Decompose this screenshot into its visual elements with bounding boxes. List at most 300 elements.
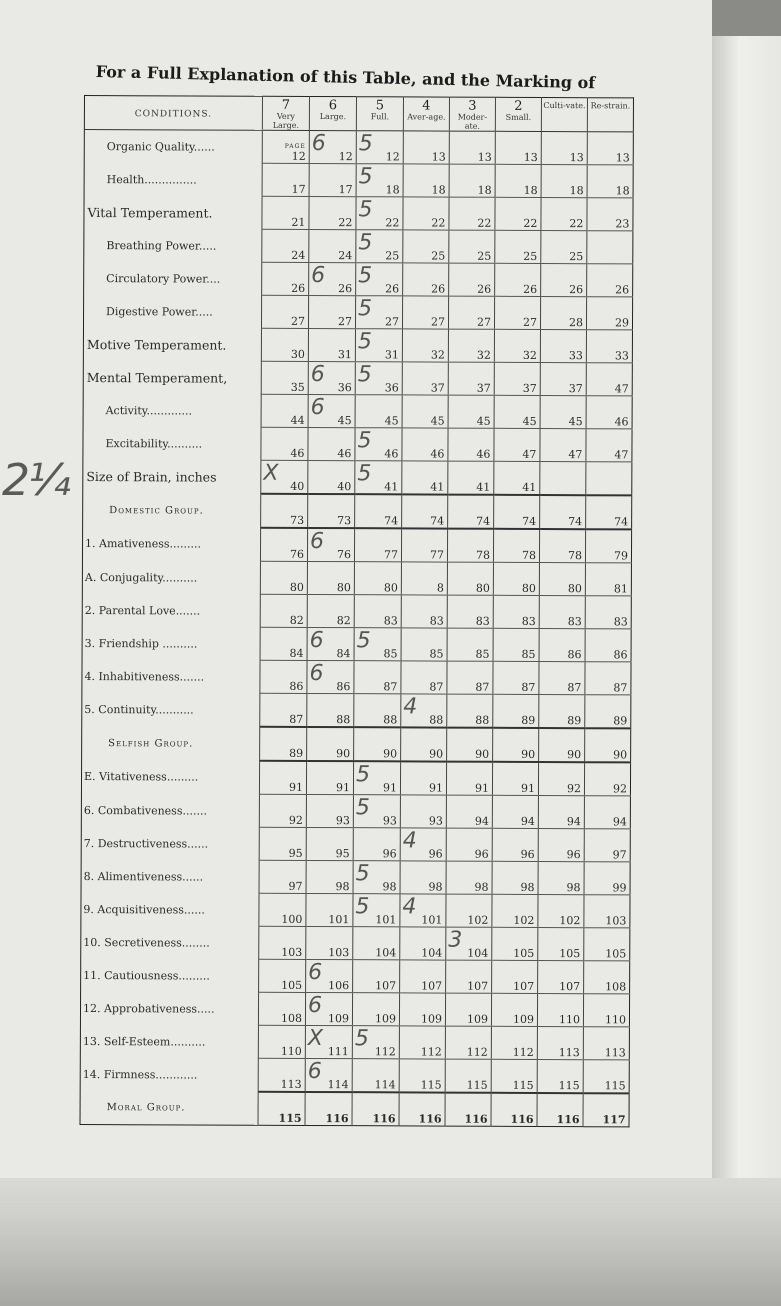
page-number: 116	[464, 1112, 488, 1126]
page-number: 25	[523, 249, 538, 263]
header-number: 4	[422, 98, 431, 114]
row-label: Breathing Power.....	[106, 238, 217, 253]
page-number: 79	[613, 549, 629, 563]
page-number: 13	[615, 151, 630, 165]
page-number: 47	[568, 448, 583, 462]
page-number: 83	[383, 614, 398, 628]
page-number: 22	[431, 216, 446, 230]
value-cell	[583, 994, 629, 1027]
value-cell	[261, 394, 308, 427]
value-cell	[537, 1059, 583, 1093]
table-row	[84, 262, 633, 297]
handwritten-mark: 6	[307, 1058, 322, 1085]
value-cell	[537, 1026, 583, 1059]
value-cell	[491, 1059, 537, 1093]
page-number: 98	[335, 880, 350, 894]
table-row	[83, 493, 632, 529]
value-cell	[262, 163, 309, 196]
page-number: 93	[335, 814, 350, 828]
page-number: 92	[612, 782, 628, 796]
header-label: Aver-age.	[407, 112, 446, 122]
page-number: 90	[475, 747, 490, 761]
value-cell	[540, 296, 586, 329]
page-number: 86	[289, 679, 304, 693]
page-number: 110	[604, 1013, 626, 1027]
value-cell	[401, 661, 447, 694]
page-number: 86	[613, 648, 628, 662]
page-number: 104	[467, 946, 489, 960]
page-number: 116	[556, 1113, 580, 1127]
value-cell	[495, 263, 541, 296]
row-label: Motive Temperament.	[86, 336, 227, 353]
row-label: Selfish Group.	[108, 737, 194, 749]
page-number: 26	[523, 282, 538, 296]
page-number: 116	[325, 1112, 349, 1126]
value-cell	[308, 394, 355, 427]
page-number: 80	[336, 581, 351, 595]
value-cell	[495, 131, 541, 164]
value-cell	[537, 993, 583, 1026]
page-number: 104	[421, 946, 443, 960]
row-label: 9. Acquisitiveness......	[83, 902, 205, 917]
header-column-7	[541, 97, 587, 131]
page-number: 18	[523, 183, 538, 197]
page-number: 78	[567, 549, 583, 563]
value-cell	[400, 861, 446, 894]
page-number: 27	[290, 314, 306, 328]
handwritten-mark: 5	[358, 197, 373, 223]
handwritten-mark: 5	[358, 230, 373, 256]
value-cell	[448, 461, 494, 495]
value-cell	[307, 528, 354, 562]
page-number: 41	[476, 480, 491, 494]
page-number: 25	[431, 249, 446, 263]
page-number: 95	[335, 847, 350, 861]
value-cell	[493, 562, 539, 595]
value-cell	[259, 860, 306, 893]
page-number: 77	[383, 548, 399, 562]
header-conditions	[84, 96, 262, 131]
value-cell	[354, 727, 401, 761]
value-cell	[403, 131, 449, 164]
page-number: 18	[477, 183, 492, 197]
page-number: 46	[614, 415, 629, 429]
value-cell	[538, 795, 584, 828]
value-cell	[585, 695, 631, 729]
page-number: 113	[280, 1077, 302, 1091]
row-label: Health...............	[106, 172, 197, 186]
value-cell	[448, 395, 494, 428]
header-label: Very Large.	[272, 111, 300, 130]
value-cell	[492, 960, 538, 993]
page-number: 28	[568, 316, 584, 330]
value-cell	[399, 993, 445, 1026]
page-number: 101	[421, 913, 443, 927]
value-cell	[400, 927, 446, 960]
page-number: 96	[428, 847, 443, 861]
value-cell	[495, 230, 541, 263]
value-cell	[259, 827, 306, 860]
value-cell	[583, 1027, 629, 1060]
page-number: 114	[327, 1078, 349, 1092]
value-cell	[262, 262, 309, 295]
page-number: 95	[288, 846, 303, 860]
page-number: 22	[523, 216, 538, 230]
value-cell	[262, 229, 309, 262]
value-cell	[262, 130, 309, 163]
page-number: 90	[567, 748, 582, 762]
value-cell	[447, 728, 493, 762]
value-cell	[446, 894, 492, 927]
page-number: 107	[467, 979, 489, 993]
value-cell	[308, 427, 355, 460]
table-row	[83, 393, 632, 428]
value-cell	[586, 297, 632, 330]
table-row	[81, 760, 630, 796]
value-cell	[539, 661, 585, 694]
value-cell	[308, 361, 355, 394]
table-row	[83, 327, 632, 362]
header-label: Full.	[370, 112, 390, 122]
value-cell	[260, 561, 307, 594]
header-column-3	[356, 97, 403, 131]
value-cell	[307, 693, 354, 727]
handwritten-mark: 5	[358, 263, 373, 289]
table-row	[83, 426, 632, 461]
header-number: 6	[328, 98, 338, 114]
page-number: 41	[430, 480, 445, 494]
handwritten-mark: 5	[357, 428, 372, 454]
value-cell	[494, 296, 540, 329]
page-number: 47	[522, 447, 537, 461]
page-number: 116	[372, 1112, 396, 1126]
page-number: 76	[336, 548, 352, 562]
table-row	[83, 295, 632, 330]
page-number: 96	[566, 848, 581, 862]
handwritten-mark: 5	[355, 861, 370, 887]
table-row	[83, 360, 632, 395]
value-cell	[262, 196, 309, 229]
page-number: 27	[522, 315, 538, 329]
header-column-4	[403, 97, 449, 131]
page-number: 86	[567, 648, 582, 662]
page-number: 77	[429, 548, 445, 562]
page-number: 89	[567, 714, 582, 728]
page-number: 33	[614, 349, 629, 363]
table-row	[82, 593, 631, 628]
page-number: 25	[385, 249, 400, 263]
page-number: 113	[558, 1046, 580, 1060]
page-number: 44	[290, 413, 305, 427]
page-number: 96	[382, 847, 397, 861]
handwritten-mark: 6	[309, 528, 325, 555]
value-cell	[309, 163, 356, 196]
page-number: 114	[374, 1078, 396, 1092]
value-cell	[261, 295, 308, 328]
value-cell	[584, 928, 630, 961]
page-number: 110	[280, 1044, 302, 1058]
value-cell	[537, 1093, 583, 1127]
value-cell	[354, 562, 401, 595]
header-number: 5	[375, 98, 385, 114]
page-number: 91	[382, 781, 398, 795]
value-cell	[305, 1025, 352, 1058]
page-number: 76	[289, 547, 305, 561]
page-number: 88	[429, 713, 444, 727]
page-number: 90	[521, 747, 536, 761]
value-cell	[401, 694, 447, 728]
value-cell	[492, 762, 538, 796]
handwritten-mark: 5	[355, 762, 371, 788]
page-number: 22	[569, 217, 584, 231]
handwritten-side-note: 2¼	[2, 455, 69, 506]
value-cell	[352, 1026, 399, 1059]
page-number: 91	[288, 780, 304, 794]
value-cell	[261, 494, 308, 528]
value-cell	[539, 728, 585, 762]
value-cell	[585, 529, 631, 563]
header-label: Moder-ate.	[457, 112, 488, 131]
page-number: 112	[420, 1045, 442, 1059]
row-label: Organic Quality......	[106, 139, 215, 154]
page-number: 27	[384, 315, 400, 329]
value-cell	[401, 562, 447, 595]
value-cell	[258, 1092, 305, 1126]
value-cell	[445, 993, 491, 1026]
page-number: 46	[430, 447, 445, 461]
value-cell	[491, 993, 537, 1026]
handwritten-mark: 4	[402, 828, 417, 854]
value-cell	[400, 828, 446, 861]
value-cell	[446, 762, 492, 796]
value-cell	[306, 860, 353, 893]
header-label: Small.	[505, 112, 532, 122]
value-cell	[356, 230, 403, 263]
page-number: 26	[477, 282, 492, 296]
value-cell	[260, 594, 307, 627]
row-label: Circulatory Power....	[106, 271, 221, 286]
value-cell	[445, 1026, 491, 1059]
page-number: 36	[384, 381, 399, 395]
page-number: 101	[328, 913, 350, 927]
value-cell	[355, 395, 402, 428]
value-cell	[494, 461, 540, 495]
value-cell	[259, 794, 306, 827]
value-cell	[539, 628, 585, 661]
page-number: 24	[291, 248, 306, 262]
handwritten-mark: 6	[308, 959, 323, 986]
header-column-2	[309, 96, 356, 130]
value-cell	[261, 460, 308, 494]
value-cell	[584, 829, 630, 862]
page-number: 8	[436, 581, 444, 595]
value-cell	[587, 231, 633, 264]
page-number: 115	[278, 1111, 302, 1125]
value-cell	[403, 197, 449, 230]
page-number: 37	[476, 381, 491, 395]
value-cell	[307, 660, 354, 693]
handwritten-mark: 6	[309, 660, 324, 687]
page-number: 13	[431, 150, 446, 164]
value-cell	[306, 926, 353, 959]
page-number: 115	[558, 1079, 580, 1093]
value-cell	[587, 165, 633, 198]
value-cell	[495, 164, 541, 197]
value-cell	[401, 727, 447, 761]
handwritten-mark: 6	[307, 992, 323, 1019]
page-number: 91	[428, 781, 444, 795]
page-number: 80	[383, 581, 398, 595]
page-number: 84	[336, 647, 351, 661]
value-cell	[583, 1093, 629, 1127]
value-cell	[403, 263, 449, 296]
value-cell	[261, 328, 308, 361]
page-number: 98	[474, 880, 489, 894]
page-number: 26	[431, 282, 446, 296]
page-number: 102	[559, 914, 581, 928]
value-cell	[403, 164, 449, 197]
page-number: 106	[328, 979, 350, 993]
value-cell	[446, 861, 492, 894]
value-cell	[355, 461, 402, 495]
value-cell	[307, 727, 354, 761]
value-cell	[538, 894, 584, 927]
header-column-6	[495, 97, 541, 131]
value-cell	[355, 494, 402, 528]
value-cell	[401, 528, 447, 562]
page-number: 18	[569, 184, 584, 198]
page-number: 93	[382, 814, 397, 828]
page-number: 113	[604, 1046, 626, 1060]
handwritten-mark: 5	[355, 795, 370, 821]
page-number: 87	[429, 680, 444, 694]
page-number: 109	[512, 1012, 534, 1026]
page-number: 98	[520, 880, 535, 894]
value-cell	[447, 628, 493, 661]
value-cell	[539, 595, 585, 628]
table-row	[83, 459, 632, 495]
value-cell	[540, 428, 586, 461]
value-cell	[352, 993, 399, 1026]
value-cell	[258, 992, 305, 1025]
value-cell	[356, 164, 403, 197]
value-cell	[354, 661, 401, 694]
value-cell	[354, 528, 401, 562]
table-row	[80, 1057, 629, 1093]
value-cell	[538, 960, 584, 993]
value-cell	[538, 762, 584, 796]
page-number: 100	[281, 912, 303, 926]
value-cell	[399, 1092, 445, 1126]
table-row	[84, 196, 633, 231]
page-number: 91	[520, 781, 536, 795]
value-cell	[305, 1092, 352, 1126]
value-cell	[305, 992, 352, 1025]
page-number: 80	[567, 582, 582, 596]
page-number: 33	[568, 349, 583, 363]
value-cell	[353, 761, 400, 795]
page-number: 109	[374, 1012, 397, 1026]
value-cell	[261, 361, 308, 394]
header-column-1	[262, 96, 309, 130]
value-cell	[493, 529, 539, 563]
value-cell	[402, 329, 448, 362]
page-number: 45	[430, 414, 445, 428]
value-cell	[492, 927, 538, 960]
value-cell	[259, 959, 306, 992]
value-cell	[353, 960, 400, 993]
page-number: 107	[559, 980, 581, 994]
value-cell	[494, 362, 540, 395]
phrenology-chart-table	[80, 95, 634, 1127]
page-number: 94	[474, 814, 489, 828]
value-cell	[584, 961, 630, 994]
value-cell	[584, 895, 630, 928]
value-cell	[353, 894, 400, 927]
table-row	[84, 163, 633, 198]
page-number: 88	[383, 713, 398, 727]
page-number: 80	[521, 581, 536, 595]
value-cell	[491, 1026, 537, 1059]
page-number: 87	[289, 712, 304, 726]
value-cell	[587, 264, 633, 297]
value-cell	[306, 959, 353, 992]
value-cell	[586, 363, 632, 396]
value-cell	[585, 728, 631, 762]
page-number: 27	[337, 315, 353, 329]
page-number: 45	[384, 414, 399, 428]
value-cell	[585, 629, 631, 662]
page-number: 89	[613, 714, 628, 728]
row-label: 12. Approbativeness.....	[82, 1001, 215, 1016]
value-cell	[356, 131, 403, 164]
value-cell	[493, 628, 539, 661]
page-number: 109	[466, 1012, 488, 1026]
handwritten-mark: 5	[357, 461, 372, 487]
value-cell	[260, 627, 307, 660]
value-cell	[492, 894, 538, 927]
page-number: 112	[512, 1045, 534, 1059]
header-column-8	[587, 98, 633, 132]
table-row	[82, 692, 631, 728]
value-cell	[353, 828, 400, 861]
value-cell	[584, 762, 630, 796]
value-cell	[260, 693, 307, 727]
page-number: 27	[476, 315, 492, 329]
value-cell	[540, 461, 586, 495]
value-cell	[448, 495, 494, 529]
value-cell	[354, 628, 401, 661]
page-number: 78	[521, 548, 537, 562]
value-cell	[540, 362, 586, 395]
value-cell	[587, 132, 633, 165]
page-number: 74	[384, 514, 399, 528]
value-cell	[307, 627, 354, 660]
value-cell	[540, 495, 586, 529]
value-cell	[538, 828, 584, 861]
value-cell	[584, 796, 630, 829]
value-cell	[586, 330, 632, 363]
adjacent-page-edge	[712, 36, 781, 1186]
page-number: 107	[375, 979, 397, 993]
value-cell	[260, 660, 307, 693]
value-cell	[355, 296, 402, 329]
page-number: 115	[604, 1079, 626, 1093]
page-number: 112	[374, 1045, 396, 1059]
page-number: 94	[566, 815, 581, 829]
value-cell	[449, 230, 495, 263]
page-number: 108	[605, 980, 627, 994]
